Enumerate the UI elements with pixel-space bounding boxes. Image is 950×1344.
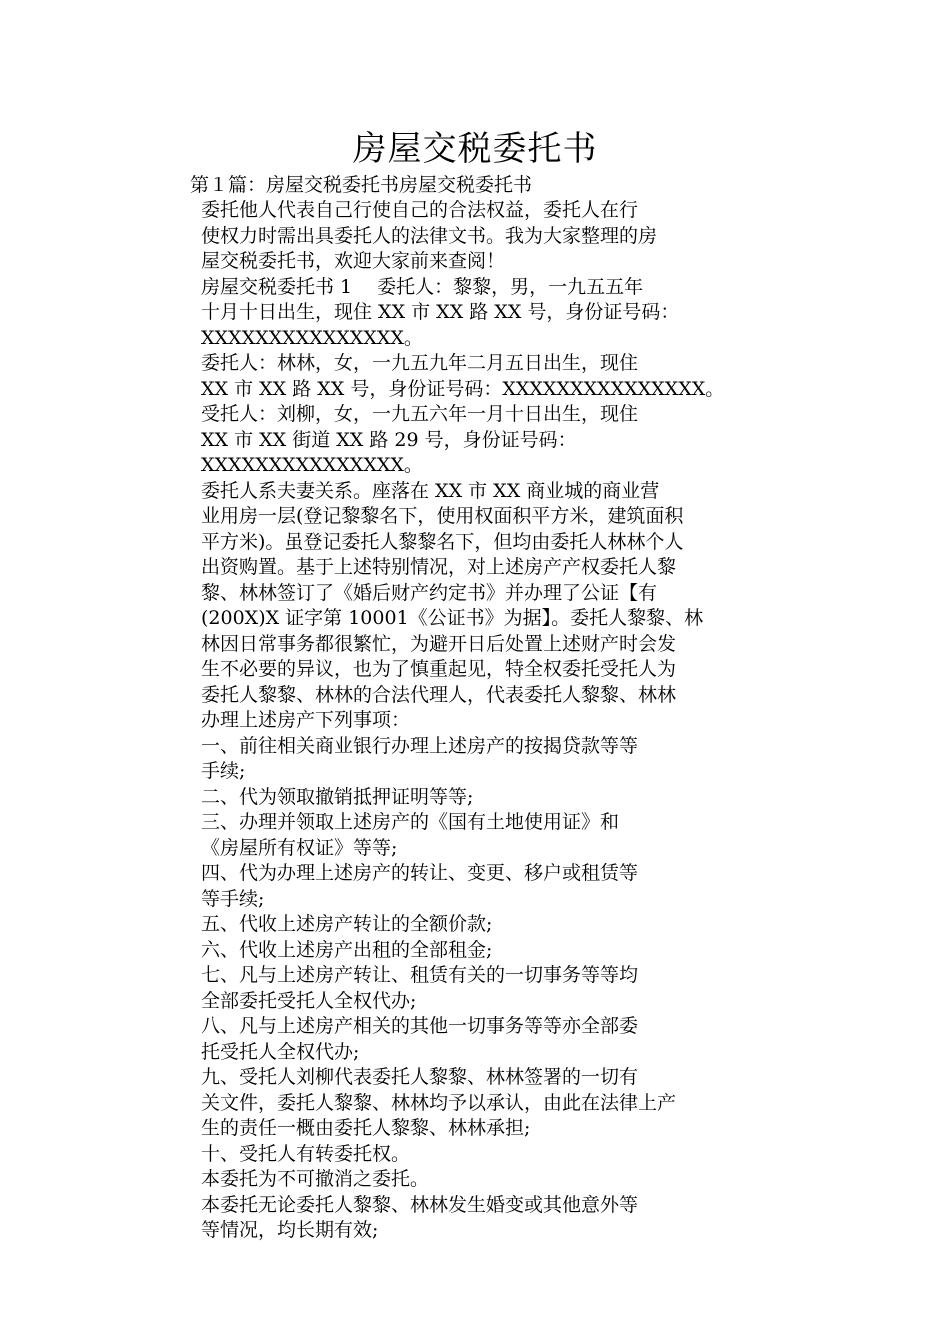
body-text-line: XX 市 XX 路 XX 号，身份证号码：XXXXXXXXXXXXXXX。 [201, 377, 725, 400]
document-subtitle: 第１篇：房屋交税委托书房屋交税委托书 [190, 174, 533, 196]
body-text-line: 关文件，委托人黎黎、林林均予以承认，由此在法律上产 [201, 1091, 677, 1114]
body-text-line: 一、前往相关商业银行办理上述房产的按揭贷款等等 [201, 734, 639, 757]
body-text-line: 九、受托人刘柳代表委托人黎黎、林林签署的一切有 [201, 1066, 639, 1088]
body-text-line: 本委托无论委托人黎黎、林林发生婚变或其他意外等 [201, 1193, 639, 1216]
body-text-line: 六、代收上述房产出租的全部租金; [201, 938, 493, 961]
body-text-line: XX 市 XX 街道 XX 路 29 号，身份证号码： [201, 428, 577, 451]
body-text-line: 十月十日出生，现住 XX 市 XX 路 XX 号，身份证号码： [201, 301, 680, 323]
body-text-line: 十、受托人有转委托权。 [201, 1142, 411, 1165]
body-text-line: 本委托为不可撤消之委托。 [201, 1168, 430, 1190]
body-text-line: 二、代为领取撤销抵押证明等等; [201, 785, 474, 808]
document-body [201, 198, 801, 1244]
body-text-line: XXXXXXXXXXXXXXX。 [201, 454, 423, 476]
body-text-line: 五、代收上述房产转让的全额价款; [201, 913, 493, 935]
body-text-line: 委托人系夫妻关系。座落在 XX 市 XX 商业城的商业营 [201, 479, 660, 502]
body-text-line: 使权力时需出具委托人的法律文书。我为大家整理的房 [201, 224, 658, 247]
body-text-line: 林因日常事务都很繁忙，为避开日后处置上述财产时会发 [201, 632, 677, 655]
body-text-line: 生不必要的异议，也为了慎重起见，特全权委托受托人为 [201, 658, 677, 680]
body-text-line: 业用房一层(登记黎黎名下，使用权面积平方米，建筑面积 [201, 505, 684, 527]
document-title: 房屋交税委托书 [352, 129, 598, 169]
body-text-line: 八、凡与上述房产相关的其他一切事务等等亦全部委 [201, 1015, 639, 1037]
body-text-line: 等情况，均长期有效; [201, 1219, 379, 1241]
body-text-line: 黎、林林签订了《婚后财产约定书》并办理了公证【有 [201, 581, 658, 604]
body-text-line: 委托人黎黎、林林的合法代理人，代表委托人黎黎、林林 [201, 683, 677, 706]
body-text-line: 全部委托受托人全权代办; [201, 989, 417, 1012]
body-text-line: 七、凡与上述房产转让、租赁有关的一切事务等等均 [201, 964, 639, 986]
body-text-line: 四、代为办理上述房产的转让、变更、移户或租赁等 [201, 862, 639, 884]
body-text-line: 等手续; [201, 887, 265, 910]
body-text-line: 办理上述房产下列事项： [201, 709, 411, 731]
body-text-line: XXXXXXXXXXXXXXX。 [201, 326, 423, 349]
body-text-line: 受托人：刘柳，女，一九五六年一月十日出生，现住 [201, 403, 639, 425]
body-text-line: 手续; [201, 760, 246, 782]
body-text-line: 三、办理并领取上述房产的《国有土地使用证》和 [201, 811, 620, 833]
body-text-line: 托受托人全权代办; [201, 1040, 360, 1063]
body-text-line: 屋交税委托书，欢迎大家前来查阅！ [201, 250, 506, 272]
body-text-line: 生的责任一概由委托人黎黎、林林承担; [201, 1117, 531, 1139]
body-text-line: 出资购置。基于上述特别情况，对上述房产产权委托人黎 [201, 556, 677, 578]
body-text-line: 委托人：林林，女，一九五九年二月五日出生，现住 [201, 352, 639, 374]
body-text-line: (200X)X 证字第 10001《公证书》为据】。委托人黎黎、林 [201, 607, 704, 629]
body-text-line: 房屋交税委托书 1 委托人：黎黎，男，一九五五年 [201, 275, 644, 298]
body-text-line: 平方米)。虽登记委托人黎黎名下，但均由委托人林林个人 [201, 530, 684, 553]
body-text-line: 《房屋所有权证》等等; [201, 836, 398, 859]
body-text-line: 委托他人代表自己行使自己的合法权益，委托人在行 [201, 199, 639, 221]
